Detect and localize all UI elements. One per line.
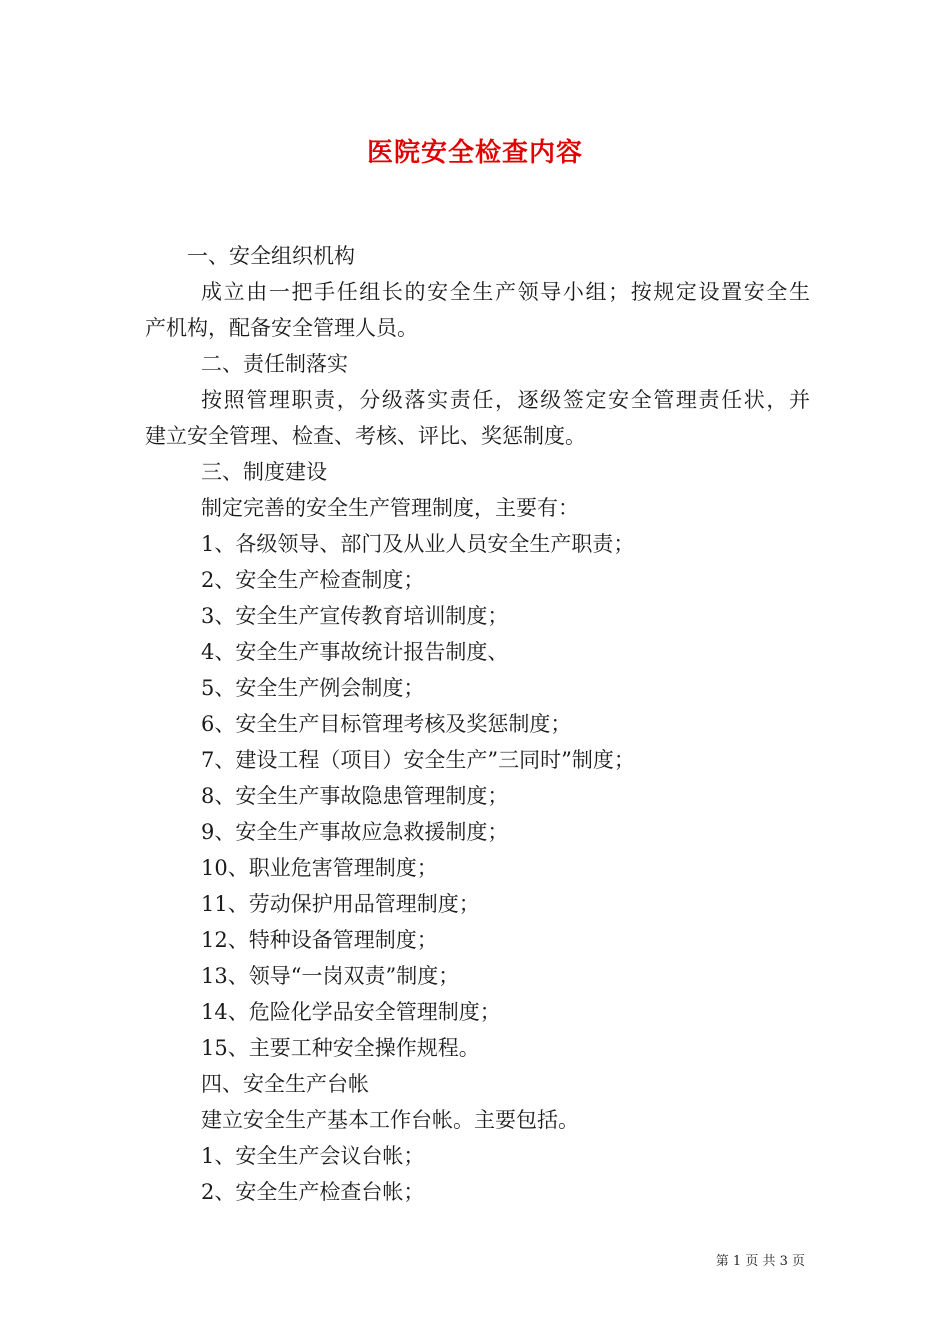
list-item: 3、安全生产宣传教育培训制度； [201,604,509,628]
page-number: 第 1 页 共 3 页 [715,1254,805,1269]
section-heading-2: 二、责任制落实 [201,352,348,376]
section-heading-3: 三、制度建设 [201,460,327,484]
section-heading-4: 四、安全生产台帐 [201,1072,369,1096]
list-item: 10、职业危害管理制度； [201,856,438,880]
list-item: 11、劳动保护用品管理制度； [201,892,480,916]
list-item: 4、安全生产事故统计报告制度、 [201,640,509,664]
document-title: 医院安全检查内容 [366,138,583,168]
list-item: 12、特种设备管理制度； [201,928,438,952]
list-item: 8、安全生产事故隐患管理制度； [201,784,509,808]
paragraph-line: 建立安全生产基本工作台帐。主要包括。 [201,1108,579,1132]
list-item: 1、各级领导、部门及从业人员安全生产职责； [201,532,635,556]
list-item: 15、主要工种安全操作规程。 [201,1036,480,1060]
list-item: 6、安全生产目标管理考核及奖惩制度； [201,712,572,736]
list-item: 14、危险化学品安全管理制度； [201,1000,501,1024]
section-heading-1: 一、安全组织机构 [187,244,355,268]
list-item: 2、安全生产检查制度； [201,568,425,592]
list-item: 13、领导“一岗双责”制度； [201,964,460,988]
document-body [145,238,810,1210]
list-item: 7、建设工程（项目）安全生产”三同时”制度； [201,748,635,772]
list-item: 2、安全生产检查台帐； [201,1180,425,1204]
paragraph-line: 按照管理职责，分级落实责任，逐级签定安全管理责任状，并 [201,388,810,412]
paragraph-line: 建立安全管理、检查、考核、评比、奖惩制度。 [145,424,586,448]
list-item: 5、安全生产例会制度； [201,676,425,700]
paragraph-line: 制定完善的安全生产管理制度，主要有： [201,496,579,520]
paragraph-line: 成立由一把手任组长的安全生产领导小组；按规定设置安全生 [201,280,810,304]
list-item: 1、安全生产会议台帐； [201,1144,425,1168]
list-item: 9、安全生产事故应急救援制度； [201,820,509,844]
paragraph-line: 产机构，配备安全管理人员。 [145,316,418,340]
